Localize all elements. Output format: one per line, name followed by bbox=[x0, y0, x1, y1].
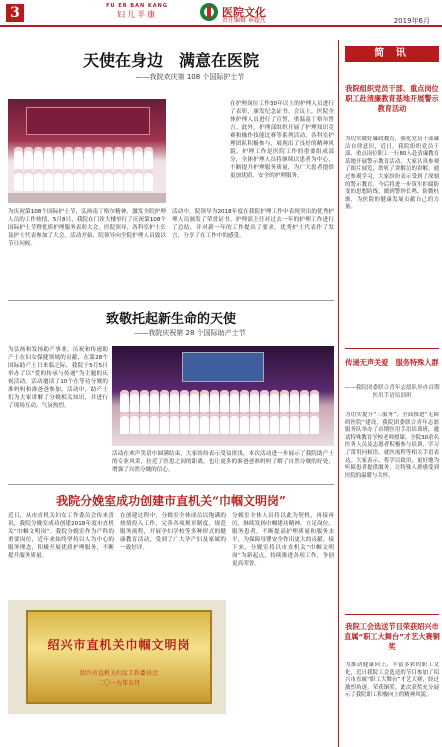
sidebar-divider bbox=[345, 614, 439, 615]
article3-col-c: 分娩室全体人员将以此为契机，再接再厉，继续发扬巾帼建功精神，立足岗位、服务患者，不断提高护理质量和服务水平，为保障母婴安全作出更大的贡献。接下来，分娩室将以市直机关“巾帼文明岗”为新起点，持续推进各项工作，争创更高荣誉。 bbox=[232, 513, 334, 567]
article2-col-right: 活动在欢声笑语中圆满结束，大家纷纷表示受益匪浅。本次活动进一步展示了我院助产士的专业风采，拉近了医患之间的距离，也让更多的准爸爸准妈妈了解了自然分娩的好处，增强了自然分娩的信心。 bbox=[112, 451, 334, 473]
news-brief-sidebar bbox=[338, 40, 442, 747]
section-title: 医院文化 bbox=[222, 6, 266, 19]
article2-title: 致敬托起新生命的天使 bbox=[105, 312, 236, 327]
sidebar-heading: 简 讯 bbox=[345, 46, 439, 62]
page-header bbox=[0, 0, 442, 24]
article-divider bbox=[8, 484, 334, 485]
article3-col-a: 近日，从市直机关妇女工作委员会传来喜讯，我院分娩室成功创建2018年度市直机关“巾帼文明岗”。我院分娩室作为产科的重要岗位，近年来始终坚持以人为中心的服务理念，积极开展优质护理服务，不断提升服务质量。 bbox=[8, 513, 114, 559]
sidebar-divider bbox=[345, 348, 439, 349]
plaque-date: 二〇一九年五月 bbox=[97, 680, 140, 687]
news2-subtitle: ——我院团委联合青年志愿队举办首期医用手语培训班 bbox=[344, 385, 440, 399]
midwives-day-photo bbox=[112, 346, 334, 446]
news1-title: 我院组织党员干部、重点岗位职工赴清廉教育基地开展警示教育活动 bbox=[345, 84, 439, 113]
article1-subtitle: ——我院欢庆第 108 个国际护士节 bbox=[135, 73, 245, 81]
article3-title: 我院分娩室成功创建市直机关“巾帼文明岗” bbox=[56, 494, 286, 508]
honor-plaque bbox=[26, 610, 212, 704]
news1-body: 为切实做好廉政教育，强化党员干部廉洁自律意识，近日，我院组织党员干部、重点岗位职工一行80人赴清廉教育基地开展警示教育活动。大家认真参观了图片展览，聆听了讲解员的讲解。通过参观学习，大家纷纷表示受到了深刻的警示教育，今后将进一步筑牢拒腐防变的思想防线，做到警钟长鸣、防微杜渐，为医院的健康发展贡献自己的力量。 bbox=[345, 136, 439, 211]
plaque-title: 绍兴市直机关巾帼文明岗 bbox=[47, 638, 191, 652]
plaque-organization: 绍兴市直机关妇女工作委员会 bbox=[79, 670, 158, 677]
news3-body: 为推动健康向上、丰富多彩的职工文化，近日我院工会选送的节目参加了绍兴市直属“职工大舞台”才艺大赛，经过激烈角逐，荣获铜奖。此次获奖充分展示了我院职工积极向上的精神风貌。 bbox=[345, 662, 439, 699]
header-rule bbox=[0, 25, 442, 27]
newspaper-brand bbox=[92, 3, 182, 20]
article3-col-b: 在创建过程中，分娩室全体成员以饱满的热情投入工作，完善各项规章制度，规范服务流程，开展孕妇学校等多种形式的健康教育活动，受到了广大孕产妇及家属的一致好评。 bbox=[120, 513, 226, 551]
article-divider bbox=[8, 300, 334, 301]
article1-col-right: 在护理岗位工作30年以上的护理人员进行了表彰，颁发纪念证书。会议上，医院全体护理人员进行了宣誓，重温南丁格尔誓言。此外，护理部组织开展了护理知识竞赛和操作技能比赛等系列活动，各科室护理团队积极参与，展现出了良好的精神风貌。护理工作是医院工作的重要组成部分，全体护理人员将继续以患者为中心，不断提升护理服务质量，为广大患者提供更加优质、安全的护理服务。 bbox=[230, 101, 334, 179]
issue-date: 2019年6月 bbox=[393, 17, 430, 25]
brand-english: FU ER BAN KANG bbox=[106, 3, 168, 9]
page-number: 3 bbox=[6, 4, 24, 22]
article2-col-left: 为弘扬和发扬助产事业，庆祝和传递助产士在妇女保健领域的贡献，在第28个国际助产士日来临之际，我院于5月5日举办了以“爱的传承与传递”为主题的庆祝活动。活动邀请了10个在等待分娩的准妈妈和准爸爸参加。活动中，助产士们为大家讲解了分娩相关知识，并进行了现场互动，气氛热烈。 bbox=[8, 347, 108, 409]
news3-title: 我院工会选送节目荣获绍兴市直属“职工大舞台”才艺大赛铜奖 bbox=[344, 622, 440, 651]
news2-body: 为切实提升“三服务”，全面推进“无障碍医院”建设，我院团委联合青年志愿服务队举办了首期医用手语培训班，邀请特殊教育学校老师授课。全院30余名医务人员及志愿者积极参与培训，学习了常用问候语、就医流程等相关手语表达。大家表示，将学以致用，更好地为听障患者提供服务，让特殊人群感受到医院的温暖与关怀。 bbox=[345, 412, 439, 479]
article1-col-mid: 活动中，院领导为2018年度在我院护理工作中表现突出的优秀护理人员颁发了荣誉证书。护理部主任对过去一年的护理工作进行了总结，并对新一年的工作提出了要求。优秀护士代表作了发言，分享了在工作中的感受。 bbox=[172, 209, 334, 239]
nurses-day-photo bbox=[8, 99, 166, 203]
responsible-editor: 责任编辑 章超凡 bbox=[222, 17, 266, 24]
hospital-logo-icon bbox=[200, 3, 218, 21]
article2-subtitle: ——我院庆祝第 28 个国际助产士节 bbox=[134, 329, 246, 337]
article1-title: 天使在身边 满意在医院 bbox=[82, 51, 259, 70]
article1-col-left: 为庆祝第108个国际护士节，弘扬南丁格尔精神，激发全院护理人员的工作热情，5月8日，我院在门诊大楼举行了庆祝第108个国际护士节暨优质护理服务表彰大会，医院领导、各科室护士长及护士代表参加了大会。活动开始，院领导向全院护理人员致以节日问候。 bbox=[8, 209, 166, 247]
brand-chinese: 妇儿半康 bbox=[117, 10, 157, 19]
news2-title: 传递无声关爱 服务特殊人群 bbox=[345, 358, 439, 367]
honor-plaque-photo bbox=[8, 600, 226, 714]
